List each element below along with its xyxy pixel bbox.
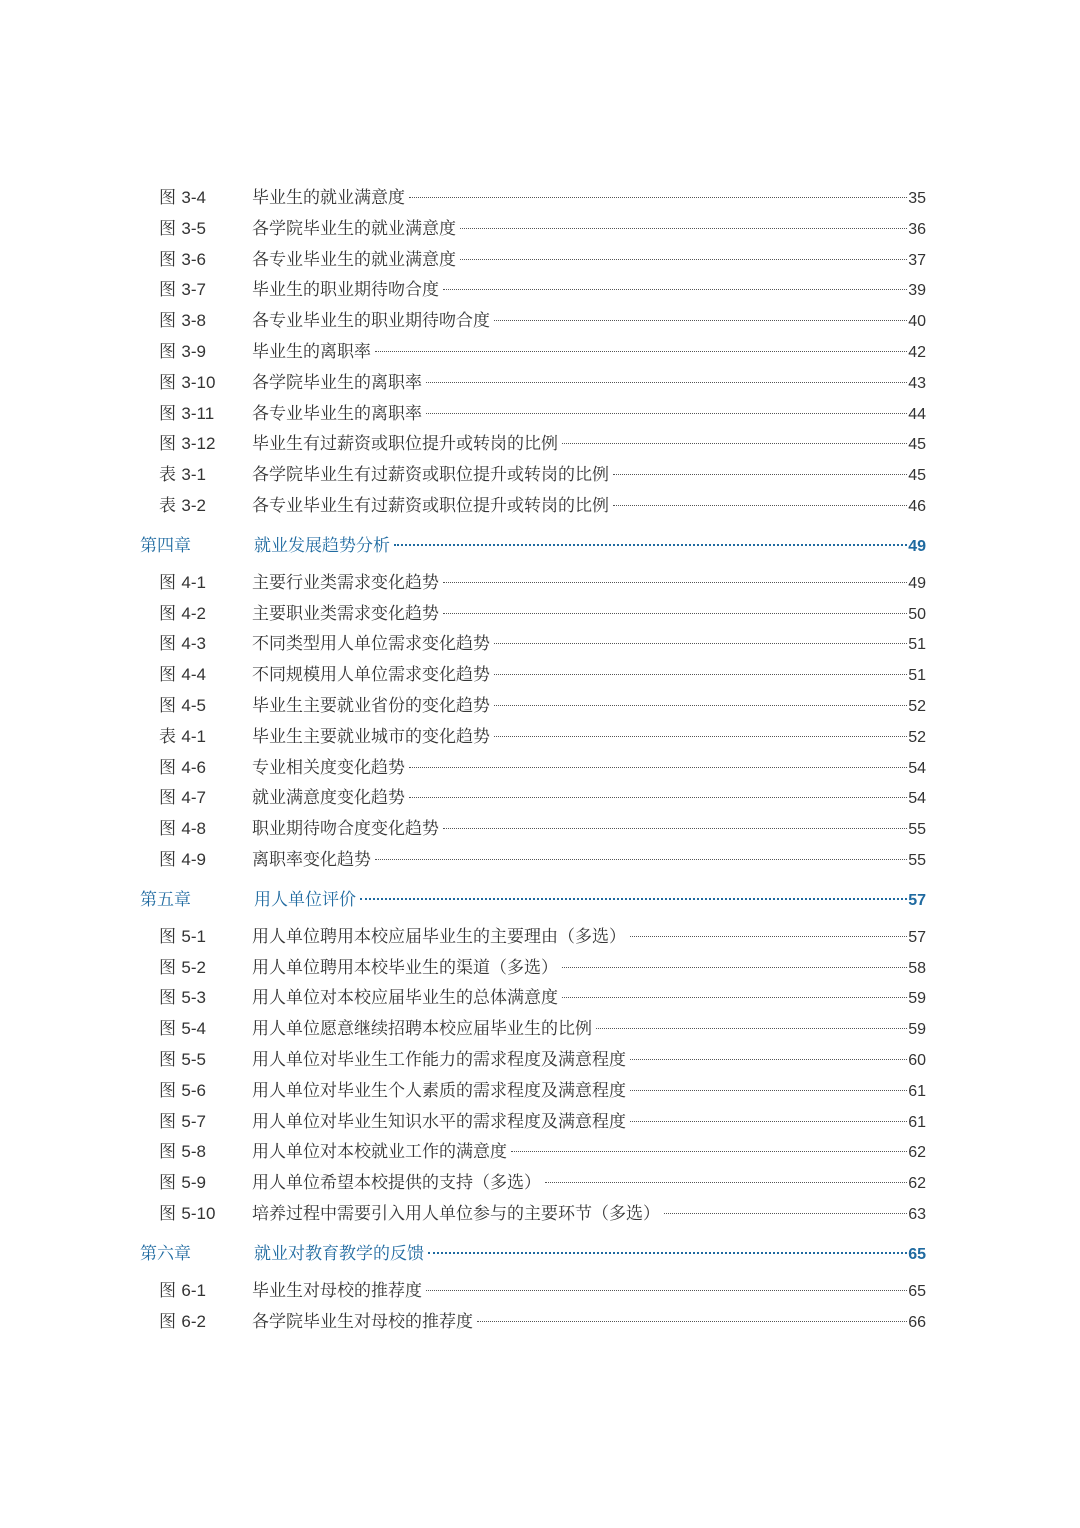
entry-title: 主要行业类需求变化趋势	[252, 572, 439, 593]
entry-number	[159, 1276, 206, 1307]
entry-kind: 图	[159, 1203, 176, 1224]
entry-number	[159, 845, 206, 876]
toc-figure-entry[interactable]	[140, 568, 926, 599]
entry-num: 3-7	[181, 280, 206, 300]
entry-kind: 图	[159, 957, 176, 978]
toc-figure-entry[interactable]	[140, 1107, 926, 1138]
toc-figure-entry[interactable]	[140, 1199, 926, 1230]
entry-number	[159, 983, 206, 1014]
page-number: 39	[908, 282, 926, 300]
entry-kind: 图	[159, 988, 176, 1009]
entry-title: 用人单位希望本校提供的支持（多选）	[252, 1173, 541, 1194]
dot-leader	[494, 705, 907, 706]
page-number: 65	[908, 1282, 926, 1300]
entry-number	[159, 1137, 206, 1168]
toc-figure-entry[interactable]	[140, 922, 926, 953]
entry-number	[159, 629, 206, 660]
entry-title: 各学院毕业生的就业满意度	[252, 218, 456, 239]
entry-number	[159, 1014, 206, 1045]
entry-num: 3-6	[181, 249, 206, 269]
toc-chapter-entry[interactable]	[140, 525, 926, 567]
dot-leader	[460, 259, 907, 260]
page-number: 46	[908, 497, 926, 515]
entry-number	[159, 491, 206, 522]
page-number: 52	[908, 728, 926, 746]
entry-kind: 表	[159, 465, 176, 486]
toc-figure-entry[interactable]	[140, 1137, 926, 1168]
chapter-label: 第六章	[140, 1243, 191, 1264]
toc-figure-entry[interactable]	[140, 1014, 926, 1045]
entry-kind: 图	[159, 372, 176, 393]
entry-title: 毕业生的职业期待吻合度	[252, 280, 439, 301]
entry-num: 4-4	[181, 665, 206, 685]
entry-num: 6-1	[181, 1280, 206, 1300]
entry-kind: 图	[159, 1080, 176, 1101]
page-number: 42	[908, 343, 926, 361]
page-number: 55	[908, 821, 926, 839]
toc-figure-entry[interactable]	[140, 183, 926, 214]
entry-kind: 图	[159, 1311, 176, 1332]
entry-number	[159, 245, 206, 276]
entry-number	[159, 814, 206, 845]
entry-num: 5-10	[181, 1203, 216, 1223]
toc-figure-entry[interactable]	[140, 783, 926, 814]
toc-figure-entry[interactable]	[140, 1307, 926, 1338]
entry-title: 各专业毕业生的就业满意度	[252, 249, 456, 270]
entry-number	[159, 660, 206, 691]
entry-number	[159, 183, 206, 214]
page-number: 62	[908, 1144, 926, 1162]
toc-figure-entry[interactable]	[140, 753, 926, 784]
page-number: 54	[908, 759, 926, 777]
dot-leader	[630, 936, 907, 937]
entry-kind: 图	[159, 249, 176, 270]
toc-figure-entry[interactable]	[140, 337, 926, 368]
entry-title: 毕业生主要就业城市的变化趋势	[252, 726, 490, 747]
page-number: 57	[908, 891, 926, 909]
page-number: 36	[908, 220, 926, 238]
entry-num: 4-1	[181, 572, 206, 592]
toc-figure-entry[interactable]	[140, 722, 926, 753]
dot-leader	[613, 474, 907, 475]
entry-title: 用人单位对毕业生工作能力的需求程度及满意程度	[252, 1049, 626, 1070]
toc-figure-entry[interactable]	[140, 599, 926, 630]
entry-num: 4-9	[181, 849, 206, 869]
toc-figure-entry[interactable]	[140, 245, 926, 276]
entry-num: 4-5	[181, 695, 206, 715]
entry-num: 5-7	[181, 1111, 206, 1131]
entry-num: 3-12	[181, 434, 216, 454]
toc-chapter-entry[interactable]	[140, 1233, 926, 1275]
entry-number	[159, 722, 206, 753]
toc-figure-entry[interactable]	[140, 1045, 926, 1076]
entry-num: 4-8	[181, 819, 206, 839]
toc-figure-entry[interactable]	[140, 399, 926, 430]
entry-title: 就业发展趋势分析	[254, 535, 390, 556]
dot-leader	[394, 544, 907, 546]
page-number: 44	[908, 405, 926, 423]
entry-title: 毕业生有过薪资或职位提升或转岗的比例	[252, 434, 558, 455]
entry-title: 毕业生的就业满意度	[252, 188, 405, 208]
toc-figure-entry[interactable]	[140, 660, 926, 691]
entry-title: 毕业生主要就业省份的变化趋势	[252, 695, 490, 716]
entry-num: 4-1	[181, 726, 206, 746]
entry-num: 3-2	[181, 495, 206, 515]
toc-figure-entry[interactable]	[140, 691, 926, 722]
dot-leader	[443, 613, 907, 614]
entry-number	[159, 1307, 206, 1338]
dot-leader	[562, 443, 907, 444]
page-number: 54	[908, 790, 926, 808]
toc-figure-entry[interactable]	[140, 1276, 926, 1307]
entry-title: 用人单位评价	[254, 889, 356, 910]
chapter-label: 第五章	[140, 889, 191, 910]
entry-kind: 图	[159, 1142, 176, 1163]
page-number: 51	[908, 636, 926, 654]
entry-num: 4-2	[181, 603, 206, 623]
dot-leader	[443, 828, 907, 829]
entry-number	[159, 1168, 206, 1199]
entry-number	[159, 275, 206, 306]
entry-title: 用人单位对毕业生个人素质的需求程度及满意程度	[252, 1080, 626, 1101]
entry-num: 5-3	[181, 988, 206, 1008]
toc-figure-entry[interactable]	[140, 214, 926, 245]
entry-title: 主要职业类需求变化趋势	[252, 603, 439, 624]
entry-number	[159, 1076, 206, 1107]
entry-num: 6-2	[181, 1311, 206, 1331]
entry-num: 5-9	[181, 1173, 206, 1193]
entry-number	[159, 214, 206, 245]
chapter-label: 第四章	[140, 535, 191, 556]
entry-kind: 图	[159, 665, 176, 686]
dot-leader	[460, 228, 907, 229]
dot-leader	[443, 289, 907, 290]
page-number: 66	[908, 1313, 926, 1331]
dot-leader	[494, 643, 907, 644]
page-number: 62	[908, 1175, 926, 1193]
page-number: 45	[908, 436, 926, 454]
entry-number	[159, 399, 214, 430]
entry-title: 各学院毕业生的离职率	[252, 372, 422, 393]
page-number: 37	[908, 251, 926, 269]
entry-number	[159, 783, 206, 814]
toc-chapter-entry[interactable]	[140, 879, 926, 921]
toc-figure-entry[interactable]	[140, 491, 926, 522]
dot-leader	[562, 967, 907, 968]
toc-figure-entry[interactable]	[140, 460, 926, 491]
entry-title: 各专业毕业生有过薪资或职位提升或转岗的比例	[252, 495, 609, 516]
entry-number	[159, 337, 206, 368]
entry-title: 毕业生的离职率	[252, 341, 371, 362]
dot-leader	[426, 1290, 907, 1291]
entry-num: 5-6	[181, 1080, 206, 1100]
page-number: 49	[908, 537, 926, 555]
dot-leader	[428, 1252, 907, 1254]
page-number: 63	[908, 1205, 926, 1223]
entry-kind: 图	[159, 849, 176, 870]
entry-kind: 图	[159, 757, 176, 778]
toc-figure-entry[interactable]	[140, 306, 926, 337]
entry-num: 3-9	[181, 341, 206, 361]
dot-leader	[375, 351, 907, 352]
entry-number	[159, 922, 206, 953]
entry-number	[159, 429, 215, 460]
entry-kind: 图	[159, 341, 176, 362]
entry-title: 各专业毕业生的职业期待吻合度	[252, 311, 490, 332]
toc-figure-entry[interactable]	[140, 275, 926, 306]
dot-leader	[494, 320, 907, 321]
toc-figure-entry[interactable]	[140, 629, 926, 660]
dot-leader	[375, 859, 907, 860]
entry-kind: 图	[159, 1111, 176, 1132]
page-number: 65	[908, 1245, 926, 1263]
dot-leader	[630, 1090, 907, 1091]
dot-leader	[562, 997, 907, 998]
entry-number	[159, 753, 206, 784]
entry-num: 3-4	[181, 188, 206, 207]
toc-figure-entry[interactable]	[140, 1168, 926, 1199]
dot-leader	[630, 1059, 907, 1060]
dot-leader	[630, 1121, 907, 1122]
page-number: 61	[908, 1082, 926, 1100]
dot-leader	[494, 736, 907, 737]
entry-title: 专业相关度变化趋势	[252, 757, 405, 778]
page-number: 57	[908, 928, 926, 946]
entry-title: 离职率变化趋势	[252, 849, 371, 870]
entry-num: 3-11	[181, 403, 215, 423]
page-number: 35	[908, 190, 926, 207]
entry-num: 3-10	[181, 372, 216, 392]
dot-leader	[596, 1028, 907, 1029]
entry-kind: 图	[159, 403, 176, 424]
page-number: 61	[908, 1113, 926, 1131]
entry-kind: 图	[159, 926, 176, 947]
entry-kind: 图	[159, 188, 176, 208]
entry-kind: 图	[159, 1280, 176, 1301]
entry-num: 5-4	[181, 1019, 206, 1039]
toc-figure-entry[interactable]	[140, 845, 926, 876]
dot-leader	[613, 505, 907, 506]
entry-title: 就业满意度变化趋势	[252, 788, 405, 809]
dot-leader	[409, 767, 907, 768]
entry-num: 3-1	[181, 465, 206, 485]
page-number: 51	[908, 667, 926, 685]
dot-leader	[511, 1151, 907, 1152]
entry-num: 5-1	[181, 926, 206, 946]
toc-figure-entry[interactable]	[140, 983, 926, 1014]
toc-figure-entry[interactable]	[140, 429, 926, 460]
entry-number	[159, 691, 206, 722]
dot-leader	[360, 898, 907, 900]
dot-leader	[409, 197, 907, 198]
page-number: 45	[908, 467, 926, 485]
page-number: 59	[908, 990, 926, 1008]
entry-title: 用人单位聘用本校应届毕业生的主要理由（多选）	[252, 926, 626, 947]
page-number: 60	[908, 1051, 926, 1069]
page-number: 43	[908, 374, 926, 392]
entry-kind: 图	[159, 788, 176, 809]
entry-title: 毕业生对母校的推荐度	[252, 1280, 422, 1301]
entry-num: 5-5	[181, 1049, 206, 1069]
entry-kind: 图	[159, 819, 176, 840]
dot-leader	[494, 674, 907, 675]
dot-leader	[409, 797, 907, 798]
toc-figure-entry[interactable]	[140, 1076, 926, 1107]
toc-figure-entry[interactable]	[140, 814, 926, 845]
entry-title: 不同类型用人单位需求变化趋势	[252, 634, 490, 655]
entry-title: 不同规模用人单位需求变化趋势	[252, 665, 490, 686]
dot-leader	[426, 413, 907, 414]
entry-title: 用人单位对本校就业工作的满意度	[252, 1142, 507, 1163]
page-number: 58	[908, 959, 926, 977]
entry-number	[159, 953, 206, 984]
entry-title: 培养过程中需要引入用人单位参与的主要环节（多选）	[252, 1203, 660, 1224]
dot-leader	[426, 382, 907, 383]
entry-kind: 图	[159, 634, 176, 655]
entry-number	[159, 1045, 206, 1076]
entry-number	[159, 599, 206, 630]
entry-title: 就业对教育教学的反馈	[254, 1243, 424, 1264]
table-of-contents	[140, 183, 926, 1337]
dot-leader	[477, 1321, 907, 1322]
entry-kind: 图	[159, 280, 176, 301]
page-number: 59	[908, 1021, 926, 1039]
entry-title: 职业期待吻合度变化趋势	[252, 819, 439, 840]
page-number: 55	[908, 851, 926, 869]
entry-kind: 表	[159, 495, 176, 516]
entry-kind: 图	[159, 572, 176, 593]
toc-figure-entry[interactable]	[140, 368, 926, 399]
entry-number	[159, 460, 206, 491]
entry-title: 各专业毕业生的离职率	[252, 403, 422, 424]
toc-figure-entry[interactable]	[140, 953, 926, 984]
entry-kind: 图	[159, 1173, 176, 1194]
entry-number	[159, 368, 215, 399]
entry-kind: 表	[159, 726, 176, 747]
page-number: 40	[908, 313, 926, 331]
entry-kind: 图	[159, 603, 176, 624]
entry-kind: 图	[159, 1019, 176, 1040]
entry-kind: 图	[159, 311, 176, 332]
entry-num: 4-6	[181, 757, 206, 777]
entry-kind: 图	[159, 218, 176, 239]
dot-leader	[443, 582, 907, 583]
entry-title: 各学院毕业生有过薪资或职位提升或转岗的比例	[252, 465, 609, 486]
entry-kind: 图	[159, 695, 176, 716]
entry-num: 5-2	[181, 957, 206, 977]
entry-number	[159, 568, 206, 599]
entry-number	[159, 1199, 215, 1230]
dot-leader	[664, 1213, 907, 1214]
page-number: 49	[908, 574, 926, 592]
entry-title: 各学院毕业生对母校的推荐度	[252, 1311, 473, 1332]
entry-title: 用人单位对毕业生知识水平的需求程度及满意程度	[252, 1111, 626, 1132]
entry-num: 3-5	[181, 218, 206, 238]
entry-title: 用人单位聘用本校毕业生的渠道（多选）	[252, 957, 558, 978]
page-number: 50	[908, 605, 926, 623]
entry-num: 3-8	[181, 311, 206, 331]
entry-num: 4-7	[181, 788, 206, 808]
entry-num: 5-8	[181, 1142, 206, 1162]
entry-number	[159, 1107, 206, 1138]
entry-kind: 图	[159, 434, 176, 455]
entry-title: 用人单位对本校应届毕业生的总体满意度	[252, 988, 558, 1009]
entry-number	[159, 306, 206, 337]
page-number: 52	[908, 697, 926, 715]
entry-title: 用人单位愿意继续招聘本校应届毕业生的比例	[252, 1019, 592, 1040]
entry-num: 4-3	[181, 634, 206, 654]
dot-leader	[545, 1182, 907, 1183]
entry-kind: 图	[159, 1049, 176, 1070]
